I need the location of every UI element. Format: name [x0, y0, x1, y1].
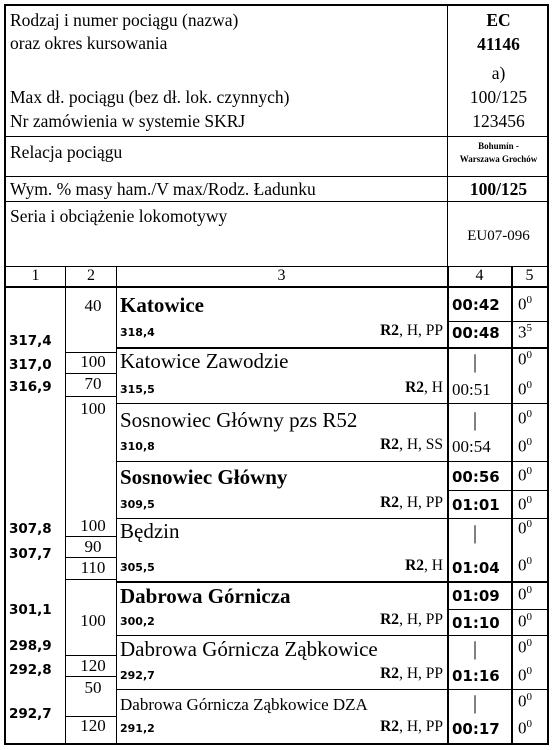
delay-dep: $0^0$: [518, 494, 532, 514]
departure-time: 00:54: [452, 437, 491, 456]
station-codes: R2, H, PP: [380, 494, 443, 511]
km-marker: 316,9: [9, 379, 52, 395]
station-km: 291,2: [120, 722, 155, 735]
max-length-label: Max dł. pociągu (bez dł. lok. czynnych): [10, 87, 290, 107]
km-marker: 292,7: [9, 706, 52, 722]
col-header-2: 2: [87, 267, 95, 284]
timetable-sheet: [4, 4, 549, 745]
relation-label: Relacja pociągu: [10, 142, 123, 162]
km-marker: 317,0: [9, 357, 52, 373]
arrival-time: 00:56: [452, 468, 500, 486]
station-km: 309,5: [120, 498, 155, 511]
delay-arr: $0^0$: [518, 408, 532, 428]
delay-arr: $0^0$: [518, 637, 532, 657]
station-codes: R2, H, PP: [380, 665, 443, 682]
delay-arr: $0^0$: [518, 518, 532, 538]
station-codes: R2, H: [405, 557, 443, 574]
relation-value-line1: Bohumín -: [478, 141, 519, 151]
speed-limit: 100: [80, 516, 106, 535]
station-km: 318,4: [120, 326, 155, 339]
speed-limit: 50: [84, 678, 102, 697]
brake-value: 100/125: [469, 179, 528, 199]
delay-dep: $0^0$: [518, 379, 532, 399]
delay-arr: $0^0$: [518, 349, 532, 369]
station-km: 310,8: [120, 440, 155, 453]
speed-limit: 120: [80, 656, 106, 675]
station-codes: R2, H, PP: [380, 322, 443, 339]
station-name: Katowice: [120, 293, 204, 317]
station-name: Sosnowiec Główny: [120, 465, 288, 489]
station-km: 300,2: [120, 615, 155, 628]
departure-time: 01:04: [452, 559, 500, 577]
locomotive-label: Seria i obciążenie lokomotywy: [10, 206, 228, 226]
train-type-label-line2: oraz okres kursowania: [10, 33, 168, 53]
order-number-value: 123456: [472, 111, 525, 131]
train-type-label-line1: Rodzaj i numer pociągu (nazwa): [10, 10, 239, 30]
order-number-label: Nr zamówienia w systemie SKRJ: [10, 111, 246, 131]
speed-limit: 100: [80, 399, 106, 418]
departure-time: 00:48: [452, 324, 500, 342]
departure-time: 01:10: [452, 614, 500, 632]
station-km: 292,7: [120, 669, 155, 682]
pass-through-mark: |: [473, 522, 478, 544]
km-marker: 307,7: [9, 546, 52, 562]
speed-limit: 120: [80, 716, 106, 735]
delay-dep: $0^0$: [518, 555, 532, 575]
period-code: a): [491, 63, 506, 83]
speed-limit: 90: [84, 537, 102, 556]
station-codes: R2, H, PP: [380, 718, 443, 735]
km-marker: 301,1: [9, 602, 52, 618]
col-header-3: 3: [277, 267, 286, 284]
delay-dep: $0^0$: [518, 611, 532, 631]
departure-time: 00:51: [452, 380, 491, 399]
speed-limit: 110: [80, 558, 106, 577]
train-number: 41146: [477, 34, 520, 54]
arrival-time: 00:42: [452, 296, 500, 314]
station-km: 305,5: [120, 561, 155, 574]
relation-value-line2: Warszawa Grochów: [459, 154, 538, 164]
col-header-5: 5: [525, 267, 534, 284]
arrival-time: 01:09: [452, 587, 500, 605]
km-marker: 317,4: [9, 333, 52, 349]
speed-limit: 100: [80, 352, 106, 371]
departure-time: 01:01: [452, 496, 500, 514]
station-codes: R2, H, PP: [380, 611, 443, 628]
speed-limit: 70: [84, 374, 102, 393]
station-km: 315,5: [120, 383, 155, 396]
speed-limit: 40: [84, 296, 102, 315]
station-name: Dabrowa Górnicza Ząbkowice: [120, 637, 378, 661]
station-codes: R2, H: [405, 379, 443, 396]
delay-dep: $0^0$: [518, 665, 532, 685]
km-marker: 307,8: [9, 521, 52, 537]
delay-arr: $0^0$: [518, 294, 532, 314]
station-name: Będzin: [120, 519, 180, 543]
km-marker: 298,9: [9, 638, 52, 654]
col-header-4: 4: [475, 267, 484, 284]
delay-arr: $0^0$: [518, 691, 532, 711]
km-marker: 292,8: [9, 662, 52, 678]
pass-through-mark: |: [473, 351, 478, 373]
delay-dep: $0^0$: [518, 436, 532, 456]
departure-time: 01:16: [452, 667, 500, 685]
locomotive-value: EU07-096: [467, 228, 530, 244]
station-name: Katowice Zawodzie: [120, 349, 289, 373]
col-header-1: 1: [31, 267, 40, 284]
delay-dep: $0^0$: [518, 718, 532, 738]
speed-limit: 100: [80, 611, 106, 630]
delay-arr: $0^0$: [518, 465, 532, 485]
brake-label: Wym. % masy ham./V max/Rodz. Ładunku: [10, 179, 316, 199]
station-codes: R2, H, SS: [380, 436, 443, 453]
train-category: EC: [486, 10, 511, 30]
pass-through-mark: |: [473, 638, 478, 660]
pass-through-mark: |: [473, 692, 478, 714]
station-name: Dabrowa Górnicza Ząbkowice DZA: [120, 695, 368, 714]
delay-arr: $0^0$: [518, 584, 532, 604]
station-name: Sosnowiec Główny pzs R52: [120, 408, 358, 432]
departure-time: 00:17: [452, 720, 500, 738]
pass-through-mark: |: [473, 409, 478, 431]
station-name: Dabrowa Górnicza: [120, 584, 291, 608]
delay-dep: $3^5$: [518, 322, 532, 342]
max-length-value: 100/125: [469, 87, 528, 107]
